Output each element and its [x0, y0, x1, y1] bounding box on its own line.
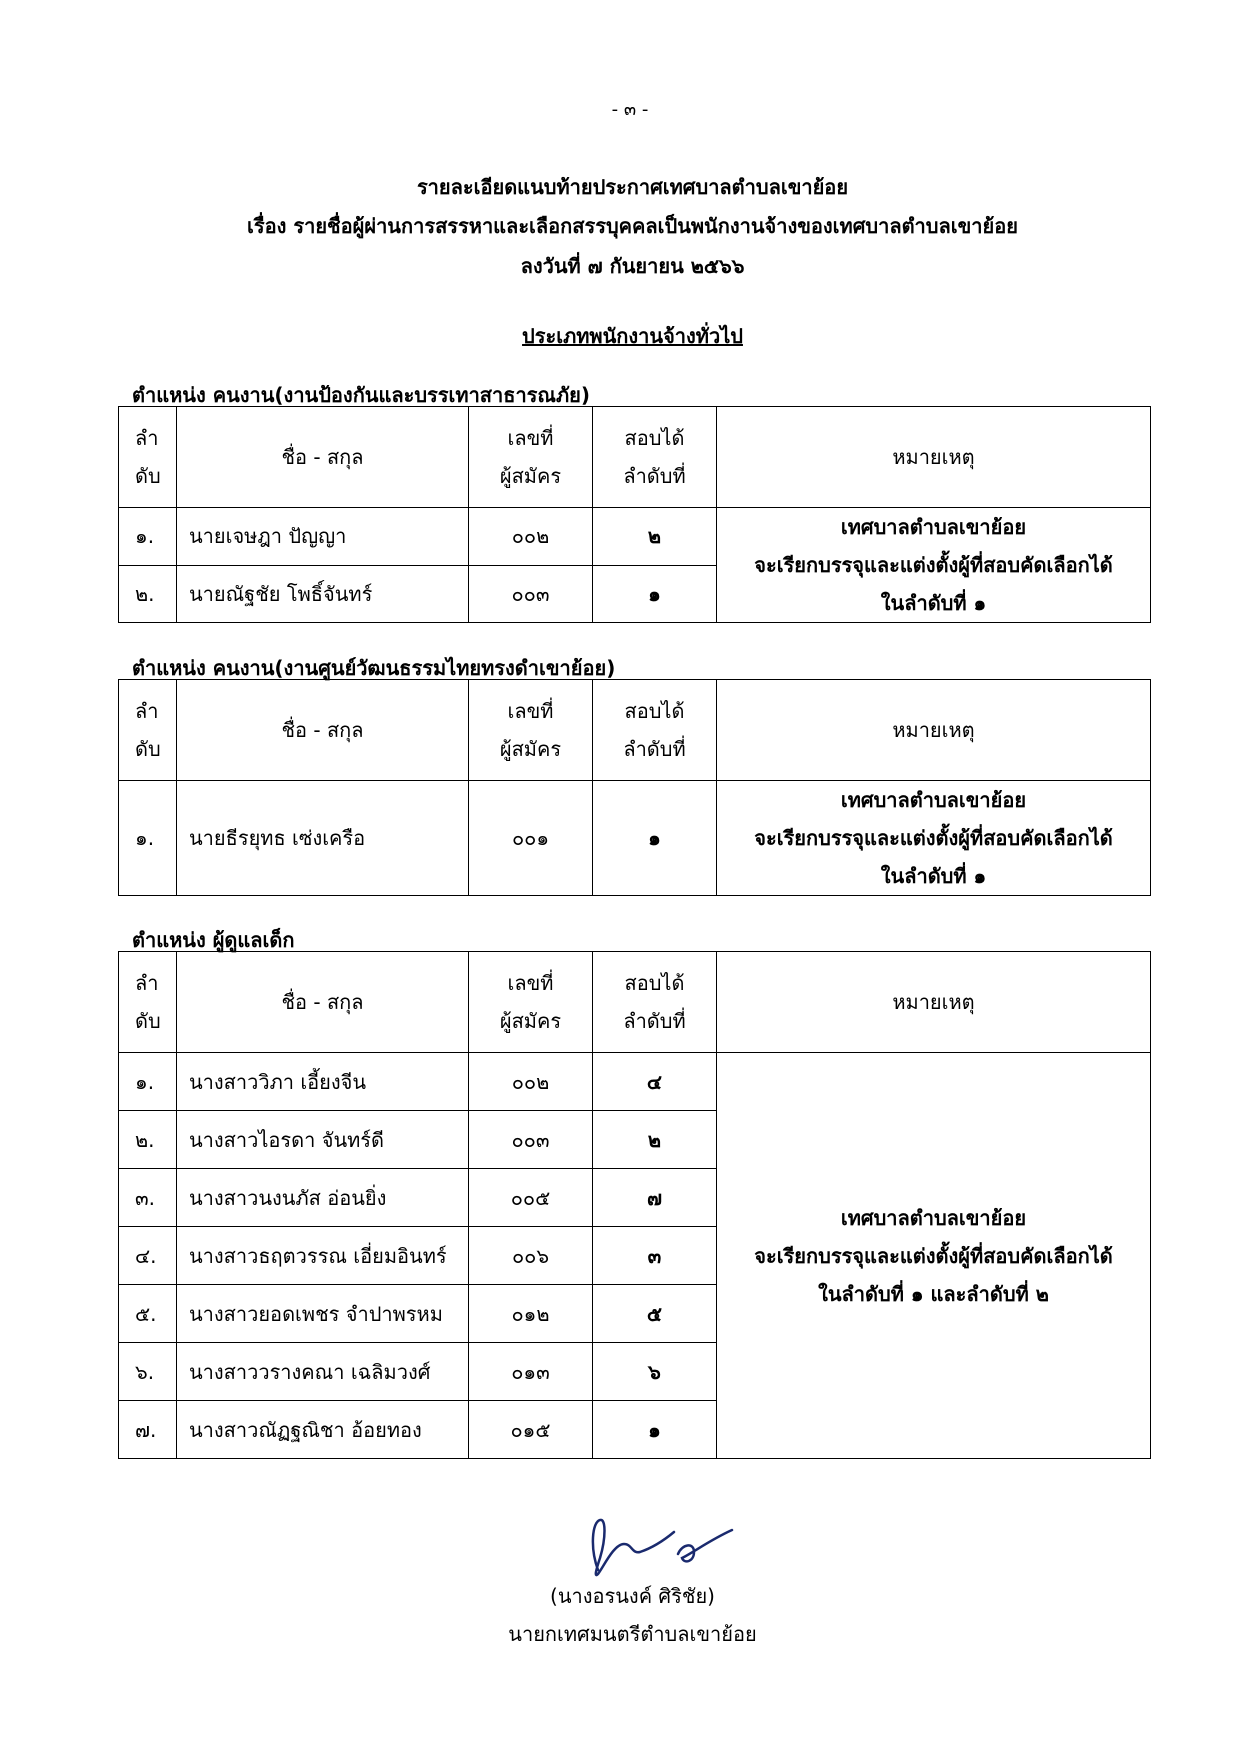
col-applicant-line1: เลขที่	[507, 971, 554, 995]
col-remark-header: หมายเหตุ	[717, 680, 1151, 781]
results-table	[118, 679, 1151, 896]
row-applicant: ๐๐๓	[469, 1111, 593, 1169]
row-name: นายณัฐชัย โพธิ์จันทร์	[177, 565, 469, 623]
row-rank: ๒	[593, 1111, 717, 1169]
col-seq-line1: ลำ	[135, 699, 159, 723]
remark-line3: ในลำดับที่ ๑ และลำดับที่ ๒	[818, 1281, 1049, 1306]
row-seq: ๔.	[119, 1227, 177, 1285]
remark-line2: จะเรียกบรรจุและแต่งตั้งผู้ที่สอบคัดเลือกได้	[754, 553, 1113, 577]
col-applicant-line2: ผู้สมัคร	[499, 1009, 562, 1033]
position-label: ตำแหน่ง คนงาน(งานศูนย์วัฒนธรรมไทยทรงดำเขาย้อย)	[132, 656, 616, 680]
row-name: นางสาววิภา เอี้ยงจีน	[177, 1053, 469, 1111]
row-rank: ๓	[593, 1227, 717, 1285]
col-applicant-header	[469, 407, 593, 508]
col-rank-line2: ลำดับที่	[623, 464, 686, 488]
row-seq: ๓.	[119, 1169, 177, 1227]
position-label: ตำแหน่ง ผู้ดูแลเด็ก	[132, 928, 295, 952]
col-name-header: ชื่อ - สกุล	[177, 407, 469, 508]
remark-line1: เทศบาลตำบลเขาย้อย	[840, 515, 1027, 539]
col-remark-header: หมายเหตุ	[717, 407, 1151, 508]
row-seq: ๗.	[119, 1401, 177, 1459]
table-header-row	[119, 407, 1151, 508]
col-name-header: ชื่อ - สกุล	[177, 680, 469, 781]
position-label: ตำแหน่ง คนงาน(งานป้องกันและบรรเทาสาธารณภัย)	[132, 383, 591, 407]
row-applicant: ๐๑๓	[469, 1343, 593, 1401]
row-applicant: ๐๐๒	[469, 508, 593, 566]
row-seq: ๑.	[119, 1053, 177, 1111]
col-rank-line2: ลำดับที่	[623, 1009, 686, 1033]
header-date: ลงวันที่ ๗ กันยายน ๒๕๖๖	[520, 254, 745, 278]
remark-line3: ในลำดับที่ ๑	[880, 864, 987, 888]
remark-cell	[717, 781, 1151, 896]
row-applicant: ๐๐๑	[469, 781, 593, 896]
row-name: นายเจษฎา ปัญญา	[177, 508, 469, 566]
col-applicant-header	[469, 680, 593, 781]
row-applicant: ๐๑๒	[469, 1285, 593, 1343]
signer-name: (นางอรนงค์ ศิริชัย)	[550, 1584, 715, 1608]
remark-cell	[717, 1053, 1151, 1459]
col-seq-line2: ดับ	[135, 737, 161, 761]
col-rank-header	[593, 952, 717, 1053]
table-row	[119, 781, 1151, 896]
table-header-row	[119, 680, 1151, 781]
row-rank: ๗	[593, 1169, 717, 1227]
row-name: นางสาวยอดเพชร จำปาพรหม	[177, 1285, 469, 1343]
row-seq: ๕.	[119, 1285, 177, 1343]
row-seq: ๒.	[119, 1111, 177, 1169]
row-applicant: ๐๐๒	[469, 1053, 593, 1111]
col-remark-header: หมายเหตุ	[717, 952, 1151, 1053]
col-seq-header	[119, 407, 177, 508]
category-label: ประเภทพนักงานจ้างทั่วไป	[522, 324, 743, 348]
row-rank: ๔	[593, 1053, 717, 1111]
remark-line1: เทศบาลตำบลเขาย้อย	[840, 1205, 1027, 1230]
table-row	[119, 1053, 1151, 1111]
row-applicant: ๐๐๓	[469, 565, 593, 623]
row-name: นางสาวนงนภัส อ่อนยิ่ง	[177, 1169, 469, 1227]
table-header-row	[119, 952, 1151, 1053]
col-applicant-line2: ผู้สมัคร	[499, 464, 562, 488]
page-number: - ๓ -	[611, 99, 649, 120]
row-name: นางสาวณัฏฐณิชา อ้อยทอง	[177, 1401, 469, 1459]
remark-cell	[717, 508, 1151, 623]
row-rank: ๖	[593, 1343, 717, 1401]
row-rank: ๑	[593, 1401, 717, 1459]
row-name: นางสาวไอรดา จันทร์ดี	[177, 1111, 469, 1169]
category-heading	[0, 320, 1241, 352]
row-rank: ๕	[593, 1285, 717, 1343]
col-rank-line1: สอบได้	[624, 699, 685, 723]
col-applicant-line1: เลขที่	[507, 699, 554, 723]
row-name: นางสาวธฤตวรรณ เอี่ยมอินทร์	[177, 1227, 469, 1285]
table-row	[119, 508, 1151, 566]
col-rank-header	[593, 407, 717, 508]
row-seq: ๖.	[119, 1343, 177, 1401]
col-applicant-line1: เลขที่	[507, 426, 554, 450]
col-rank-header	[593, 680, 717, 781]
row-rank: ๑	[593, 781, 717, 896]
col-seq-line2: ดับ	[135, 1009, 161, 1033]
row-rank: ๒	[593, 508, 717, 566]
row-name: นายธีรยุทธ เซ่งเครือ	[177, 781, 469, 896]
row-rank: ๑	[593, 565, 717, 623]
row-seq: ๒.	[119, 565, 177, 623]
col-seq-line1: ลำ	[135, 971, 159, 995]
col-name-header: ชื่อ - สกุล	[177, 952, 469, 1053]
col-rank-line1: สอบได้	[624, 426, 685, 450]
signer-title: นายกเทศมนตรีตำบลเขาย้อย	[508, 1622, 757, 1646]
col-seq-line2: ดับ	[135, 464, 161, 488]
remark-line2: จะเรียกบรรจุและแต่งตั้งผู้ที่สอบคัดเลือกได้	[754, 1243, 1113, 1268]
row-applicant: ๐๑๕	[469, 1401, 593, 1459]
remark-line2: จะเรียกบรรจุและแต่งตั้งผู้ที่สอบคัดเลือกได้	[754, 826, 1113, 850]
row-name: นางสาววรางคณา เฉลิมวงศ์	[177, 1343, 469, 1401]
col-applicant-header	[469, 952, 593, 1053]
remark-line1: เทศบาลตำบลเขาย้อย	[840, 788, 1027, 812]
signature-image	[570, 1508, 750, 1588]
col-rank-line2: ลำดับที่	[623, 737, 686, 761]
row-applicant: ๐๐๕	[469, 1169, 593, 1227]
remark-line3: ในลำดับที่ ๑	[880, 591, 987, 615]
col-seq-line1: ลำ	[135, 426, 159, 450]
row-seq: ๑.	[119, 781, 177, 896]
results-table	[118, 951, 1151, 1459]
row-seq: ๑.	[119, 508, 177, 566]
col-seq-header	[119, 952, 177, 1053]
header-subject: เรื่อง รายชื่อผู้ผ่านการสรรหาและเลือกสรรบุคคลเป็นพนักงานจ้างของเทศบาลตำบลเขาย้อย	[247, 214, 1018, 238]
row-applicant: ๐๐๖	[469, 1227, 593, 1285]
results-table	[118, 406, 1151, 623]
col-applicant-line2: ผู้สมัคร	[499, 737, 562, 761]
col-rank-line1: สอบได้	[624, 971, 685, 995]
header-title: รายละเอียดแนบท้ายประกาศเทศบาลตำบลเขาย้อย	[416, 175, 849, 199]
col-seq-header	[119, 680, 177, 781]
